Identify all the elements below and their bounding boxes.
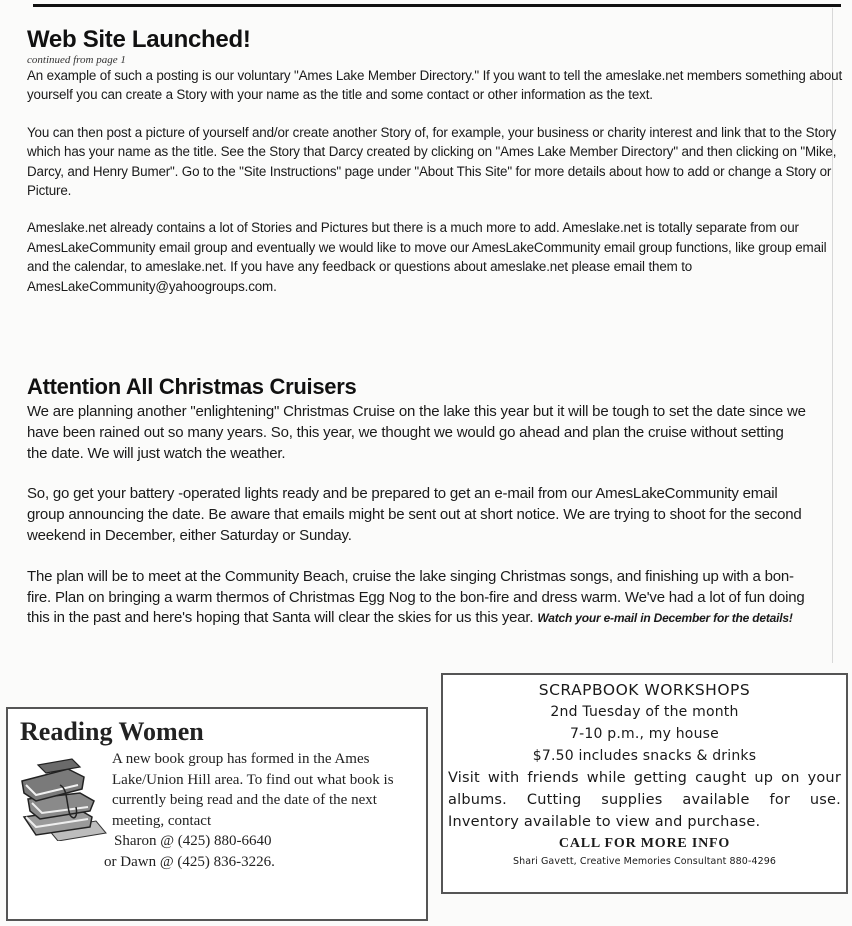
paragraph-text: The plan will be to meet at the Community Beach, cruise the lake singing Christmas songs, and finishing up with a bon-fire. Plan on bringing a warm thermos of Christmas Egg Nog to the bon-fire and dress warm. We've had a lot of fun doing this in the past and here's hoping that Santa will clear the skies for us this year.: [27, 567, 805, 627]
paragraph: [27, 567, 817, 629]
reading-women-title: Reading Women: [20, 717, 204, 746]
paragraph: An example of such a posting is our voluntary "Ames Lake Member Directory." If you want to tell the ameslake.net members something about yourself you can create a Story with your name as the title and some contact or other information as the text.: [27, 68, 843, 103]
article-christmas-cruisers: [27, 372, 842, 649]
closing-emphasis: Watch your e-mail in December for the details!: [537, 611, 793, 626]
contact-dawn: or Dawn @ (425) 836-3226.: [104, 853, 275, 870]
books-stack-icon: [18, 755, 110, 841]
scrapbook-consultant: Shari Gavett, Creative Memories Consultant 880-4296: [512, 856, 777, 867]
scrapbook-call-info: CALL FOR MORE INFO: [558, 836, 731, 851]
headline-christmas: Attention All Christmas Cruisers: [27, 374, 357, 399]
paragraph: We are planning another "enlightening" Christmas Cruise on the lake this year but it will be tough to set the date since we have been rained out so many years. So, this year, we thought we would go ahead and plan the cruise without setting the date. We will just watch the weather.: [27, 403, 806, 462]
scrapbook-price: $7.50 includes snacks & drinks: [532, 748, 757, 764]
reading-women-box: [6, 707, 428, 921]
top-rule: [33, 4, 841, 7]
contact-sharon: Sharon @ (425) 880-6640: [114, 833, 272, 849]
article-web-site-launched: [27, 26, 842, 314]
scrapbook-time-place: 7-10 p.m., my house: [570, 726, 719, 742]
scrapbook-schedule: 2nd Tuesday of the month: [550, 704, 739, 720]
paragraph: So, go get your battery -operated lights ready and be prepared to get an e-mail from our AmesLakeCommunity email group announcing the date. Be aware that emails might be sent out at short notice. We are trying to shoot for the second weekend in December, either Saturday or Sunday.: [27, 485, 802, 544]
scrapbook-title: SCRAPBOOK WORKSHOPS: [538, 681, 751, 699]
reading-women-body: [104, 749, 428, 872]
paragraph: You can then post a picture of yourself and/or create another Story of, for example, your business or charity interest and link that to the Story which has your name as the title. See the Story that Darcy created by clicking on "Ames Lake Member Directory" and then clicking on "Mike, Darcy, and Henry Bumer". Go to the "Site Instructions" page under "About This Site" for more details about how to add or change a Story or Picture.: [27, 124, 837, 199]
paragraph: Ameslake.net already contains a lot of Stories and Pictures but there is a much more to add. Ameslake.net is totally separate from our AmesLakeCommunity email group and eventually we would like to move our AmesLakeCommunity email group functions, like group email and the calendar, to ameslake.net. If you have any feedback or questions about ameslake.net please email them to AmesLakeCommunity@yahoogroups.com.: [27, 220, 827, 294]
headline-web-site: Web Site Launched!: [27, 26, 251, 53]
scrapbook-description: Visit with friends while getting caught up on your albums. Cutting supplies available for use. Inventory available to view and purchase.: [448, 770, 841, 830]
scrapbook-workshops-box: [441, 673, 848, 894]
continued-note: continued from page 1: [27, 54, 126, 66]
reading-women-description: A new book group has formed in the Ames Lake/Union Hill area. To find out what book is currently being read and the date of the next meeting, contact: [112, 751, 394, 829]
